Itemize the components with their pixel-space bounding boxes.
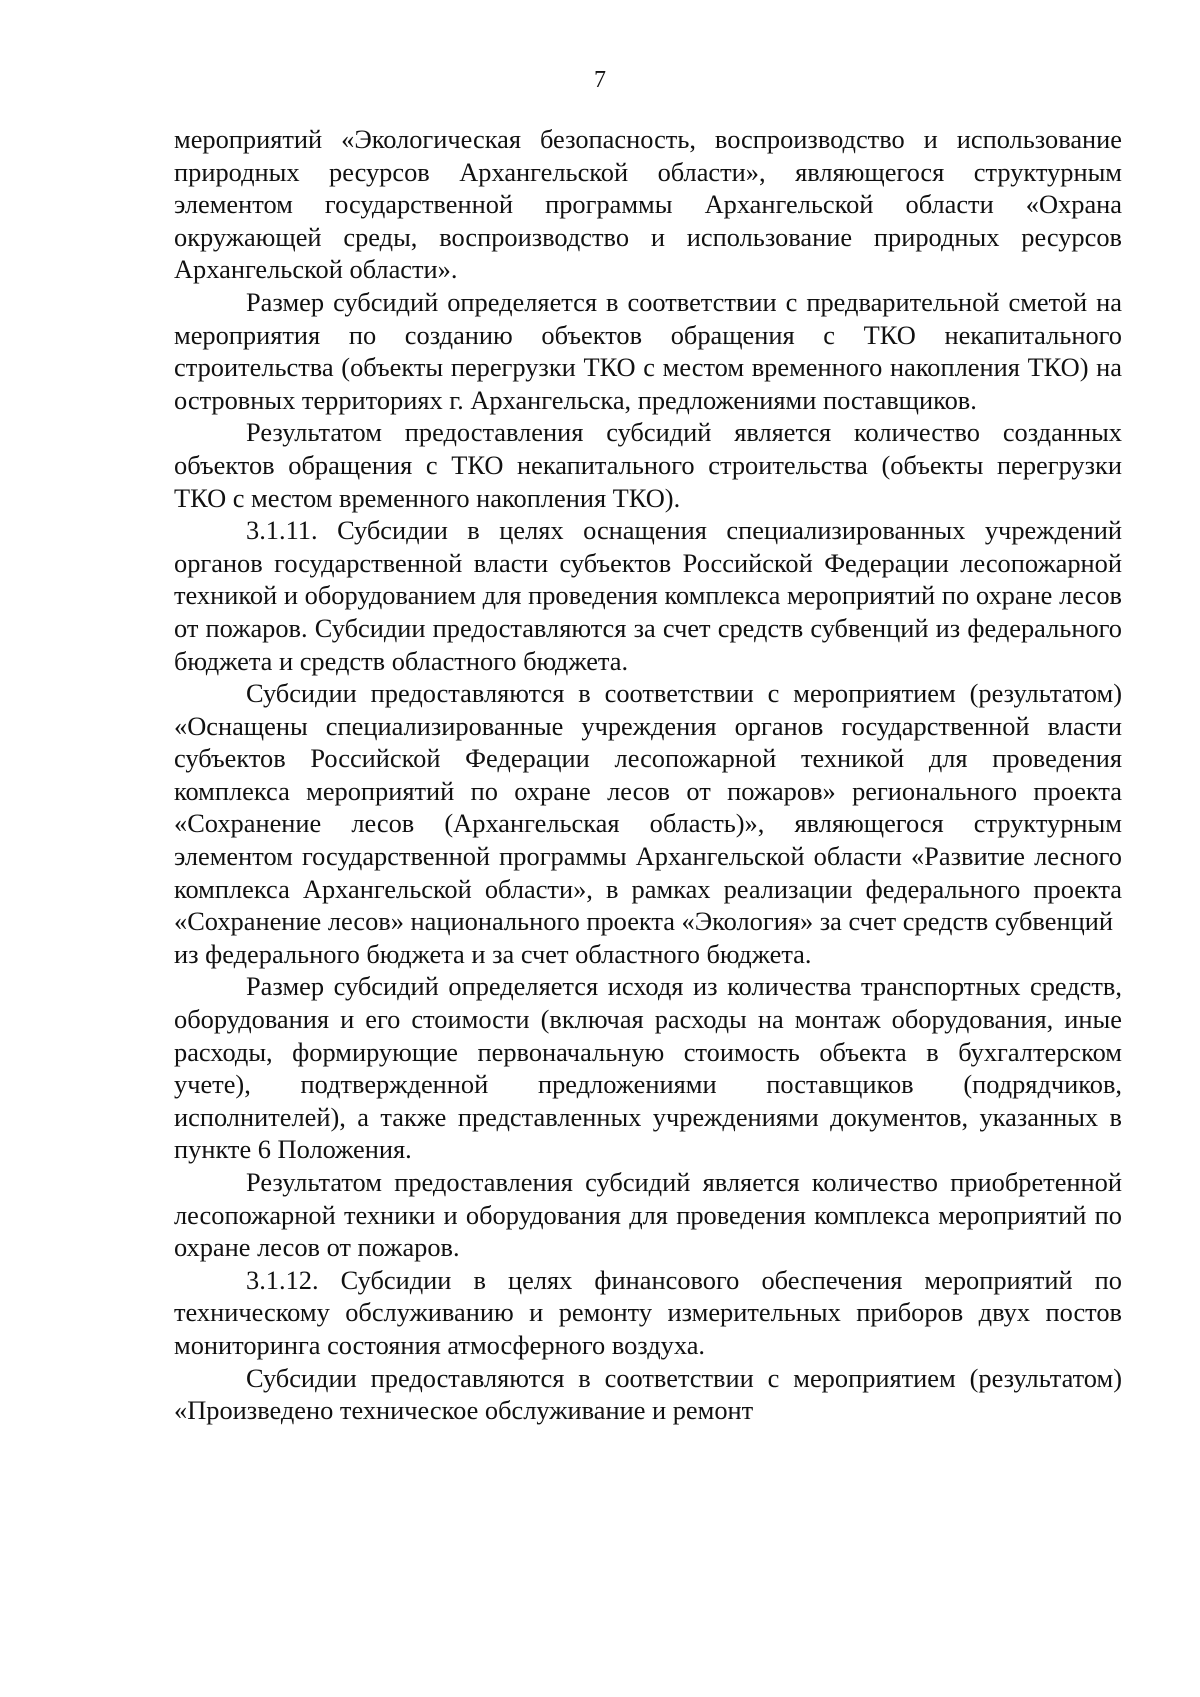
paragraph-subsidies-forest-project: Субсидии предоставляются в соответствии с мероприятием (результатом) «Оснащены специализированные учреждения органов государственной власти субъектов Российской Федерации лесопожарной техникой для проведения комплекса мероприятий по охране лесов от пожаров» регионального проекта «Сохранение лесов (Архангельская область)», являющегося структурным элементом государственной программы Архангельской области «Развитие лесного комплекса Архангельской области», в рамках реализации федерального проекта «Сохранение лесов» национального проекта «Экология» за счет средств субвенций [174, 678, 1122, 937]
paragraph-result-tko: Результатом предоставления субсидий является количество созданных объектов обращения с ТКО некапитального строительства (объекты перегрузки ТКО с местом временного накопления ТКО). [174, 417, 1122, 513]
page-number: 7 [594, 67, 606, 93]
paragraph-subsidies-monitoring: Субсидии предоставляются в соответствии с мероприятием (результатом) «Произведено техническое обслуживание и ремонт [174, 1362, 1122, 1426]
paragraph-result-equipment: Результатом предоставления субсидий является количество приобретенной лесопожарной техники и оборудования для проведения комплекса мероприятий по охране лесов от пожаров. [174, 1167, 1122, 1263]
paragraph-3-1-12: 3.1.12. Субсидии в целях финансового обеспечения мероприятий по техническому обслуживанию и ремонту измерительных приборов двух постов мониторинга состояния атмосферного воздуха. [174, 1264, 1122, 1360]
paragraph-subsidy-size-equipment: Размер субсидий определяется исходя из количества транспортных средств, оборудования и его стоимости (включая расходы на монтаж оборудования, иные расходы, формирующие первоначальную стоимость объекта в бухгалтерском учете), подтвержденной предложениями поставщиков (подрядчиков, исполнителей), а также представленных учреждениями документов, указанных в пункте 6 Положения. [174, 971, 1122, 1165]
paragraph-3-1-11: 3.1.11. Субсидии в целях оснащения специализированных учреждений органов государственной власти субъектов Российской Федерации лесопожарной техникой и оборудованием для проведения комплекса мероприятий по охране лесов от пожаров. Субсидии предоставляются за счет средств субвенций из федерального бюджета и средств областного бюджета. [174, 515, 1122, 676]
paragraph-federal-budget-line: из федерального бюджета и за счет областного бюджета. [174, 938, 812, 969]
paragraph-continuation: мероприятий «Экологическая безопасность, воспроизводство и использование природных ресурсов Архангельской области», являющегося структурным элементом государственной программы Архангельской области «Охрана окружающей среды, воспроизводство и использование природных ресурсов Архангельской области». [174, 124, 1122, 285]
paragraph-subsidy-size-tko: Размер субсидий определяется в соответствии с предварительной сметой на мероприятия по созданию объектов обращения с ТКО некапитального строительства (объекты перегрузки ТКО с местом временного накопления ТКО) на островных территориях г. Архангельска, предложениями поставщиков. [174, 286, 1122, 415]
document-body [174, 123, 1122, 1427]
